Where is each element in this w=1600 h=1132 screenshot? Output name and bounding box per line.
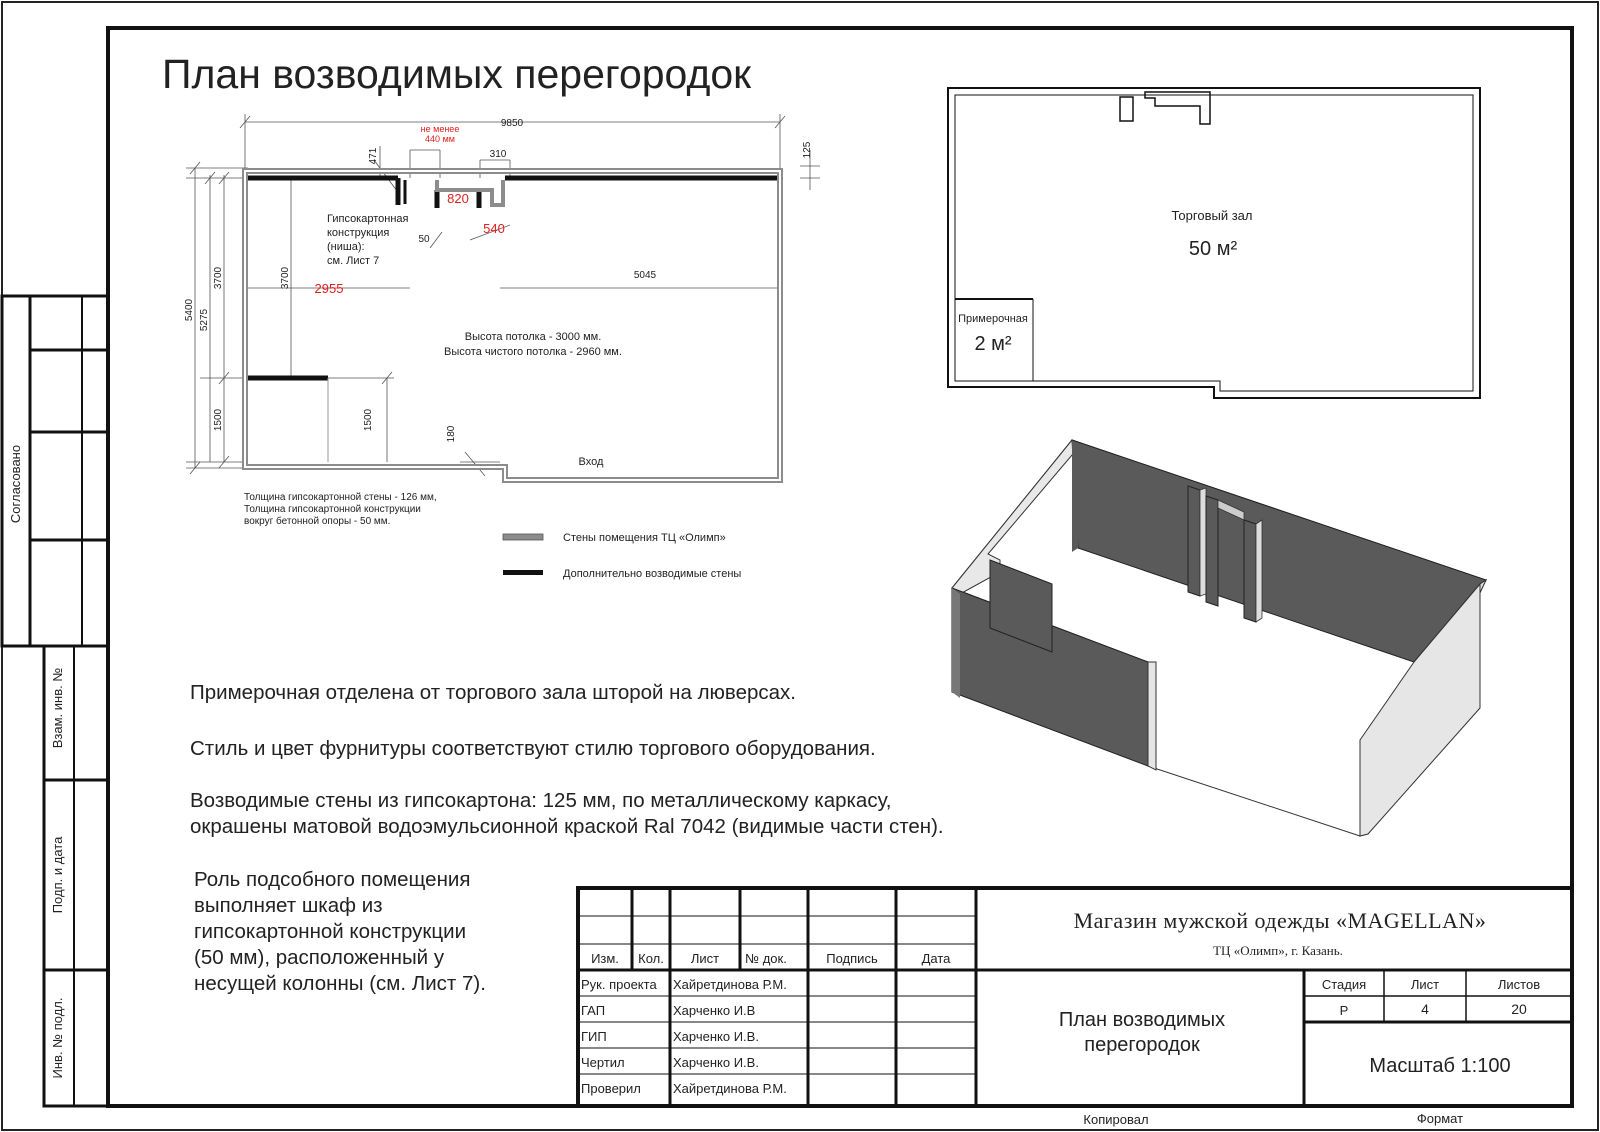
copied-label: Копировал: [1083, 1112, 1149, 1127]
sheets-value: 20: [1511, 1001, 1527, 1017]
thickness-note-1: Толщина гипсокартонной стены - 126 мм,: [244, 492, 437, 503]
page-title: План возводимых перегородок: [162, 51, 752, 97]
floor-plan: [184, 114, 820, 527]
project-name: Магазин мужской одежды «MAGELLAN»: [1073, 908, 1487, 933]
sheet-label: Лист: [1410, 977, 1440, 992]
dim-5275: 5275: [199, 308, 210, 332]
header-doc: № док.: [745, 951, 787, 966]
dim-1500-outer: 1500: [213, 408, 224, 432]
header-signature: Подпись: [826, 951, 878, 966]
header-list: Лист: [690, 951, 720, 966]
dim-2955: 2955: [314, 281, 344, 296]
note-walls-line2: окрашены матовой водоэмульсионной краской Ral 7042 (видимые части стен).: [190, 815, 944, 838]
project-place: ТЦ «Олимп», г. Казань.: [1213, 943, 1343, 958]
dim-3700-inner: 3700: [280, 266, 291, 290]
swap-inv-label: Взам. инв. №: [50, 667, 65, 749]
sheets-label: Листов: [1497, 977, 1541, 992]
format-label: Формат: [1416, 1111, 1464, 1126]
fitting-room-name: Примерочная: [958, 313, 1028, 325]
dim-total-width: 9850: [500, 118, 524, 129]
dim-540: 540: [483, 221, 505, 236]
stage-value: Р: [1339, 1003, 1349, 1018]
legend-existing-label: Стены помещения ТЦ «Олимп»: [563, 532, 726, 544]
dim-820: 820: [447, 191, 469, 206]
fitting-room-area: 2 м²: [974, 333, 1012, 355]
legend-new-label: Дополнительно возводимые стены: [563, 568, 742, 580]
thickness-note-3: вокруг бетонной опоры - 50 мм.: [244, 516, 391, 527]
role-gap: ГАП: [581, 1003, 606, 1018]
dim-471: 471: [368, 147, 379, 165]
header-izm: Изм.: [591, 951, 619, 966]
dim-5400: 5400: [184, 298, 195, 322]
role-checked: Проверил: [581, 1081, 641, 1096]
stage-label: Стадия: [1321, 977, 1367, 992]
header-kol: Кол.: [638, 951, 664, 966]
role-gip: ГИП: [581, 1029, 607, 1044]
note-hardware-style: Стиль и цвет фурнитуры соответствуют стилю торгового оборудования.: [190, 737, 876, 760]
agreed-label: Согласовано: [8, 444, 23, 524]
dim-1500-inner: 1500: [363, 408, 374, 432]
note-storage-4: (50 мм), расположенный у: [194, 946, 445, 969]
niche-label-3: (ниша):: [327, 241, 365, 253]
note-fitting-curtain: Примерочная отделена от торгового зала шторой на люверсах.: [190, 681, 796, 704]
scale-label: Масштаб 1:100: [1369, 1055, 1511, 1077]
legend: [503, 532, 741, 580]
sheet-title-1: План возводимых: [1058, 1009, 1226, 1031]
name-checked: Хайретдинова Р.М.: [673, 1081, 787, 1096]
sign-date-label: Подп. и дата: [50, 836, 65, 914]
sheet-title-2: перегородок: [1084, 1034, 1200, 1056]
dim-50: 50: [418, 234, 430, 245]
niche-label-2: конструкция: [327, 227, 390, 239]
dim-not-less: не менее: [420, 124, 460, 134]
dim-5045: 5045: [633, 270, 657, 281]
name-gip: Харченко И.В.: [673, 1029, 759, 1044]
note-walls-line1: Возводимые стены из гипсокартона: 125 мм, по металлическому каркасу,: [190, 789, 892, 812]
note-storage-5: несущей колонны (см. Лист 7).: [194, 972, 486, 995]
dim-not-less-value: 440 мм: [425, 134, 455, 144]
dim-180: 180: [446, 425, 457, 443]
inv-orig-label: Инв. № подл.: [50, 997, 65, 1079]
entrance-label: Вход: [578, 456, 604, 468]
dim-310: 310: [489, 149, 507, 160]
name-gap: Харченко И.В: [673, 1003, 756, 1018]
name-drawn: Харченко И.В.: [673, 1055, 759, 1070]
ceiling-height: Высота потолка - 3000 мм.: [464, 331, 602, 343]
isometric-view: [952, 440, 1486, 836]
note-storage-1: Роль подсобного помещения: [194, 868, 471, 891]
note-storage-3: гипсокартонной конструкции: [194, 920, 467, 943]
sheet-value: 4: [1421, 1001, 1429, 1017]
dim-3700-outer: 3700: [213, 266, 224, 290]
header-date: Дата: [921, 951, 951, 966]
role-project-lead: Рук. проекта: [581, 977, 657, 992]
sales-hall-area: 50 м²: [1188, 238, 1238, 260]
ceiling-clear-height: Высота чистого потолка - 2960 мм.: [444, 346, 622, 358]
niche-label-1: Гипсокартонная: [327, 213, 409, 225]
niche-label-4: см. Лист 7: [327, 255, 380, 267]
name-project-lead: Хайретдинова Р.М.: [673, 977, 787, 992]
note-storage-2: выполняет шкаф из: [194, 894, 383, 917]
role-drawn: Чертил: [581, 1055, 625, 1070]
thickness-note-2: Толщина гипсокартонной конструкции: [244, 504, 421, 515]
dim-125: 125: [802, 141, 813, 159]
sales-hall-name: Торговый зал: [1171, 208, 1253, 223]
